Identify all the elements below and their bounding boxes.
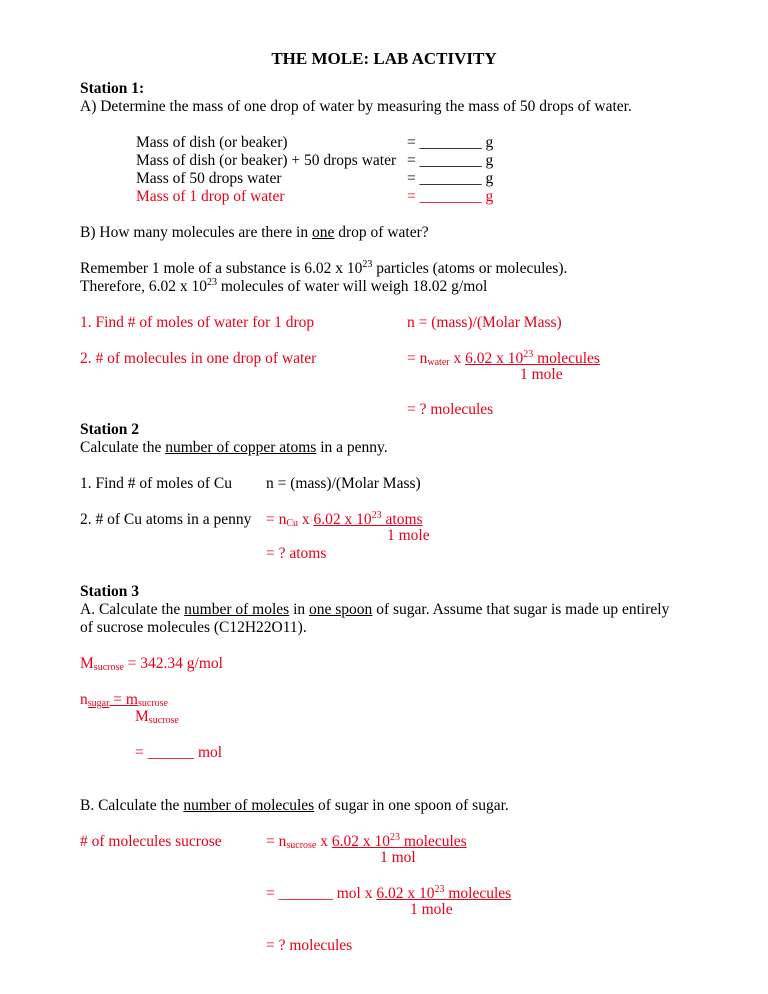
avogadro-note: Remember 1 mole of a substance is 6.02 x $10^{23}$ particles (atoms or molecules). [80,259,568,277]
station3-molecules-denominator: 1 mol [380,849,416,866]
station3-molecules-calc-denominator: 1 mole [410,901,453,918]
sugar-moles-formula: $n_{sugar} = m_{sucrose}$ [80,691,168,709]
mass-row-label: Mass of 50 drops water [136,170,282,187]
page-title: THE MOLE: LAB ACTIVITY [271,49,497,68]
mass-row-label: Mass of dish (or beaker) [136,134,288,151]
station3-molecules-calc: = _______ mol x 6.02 x $10^{23}$ molecules [266,884,512,902]
avogadro-note-2: Therefore, 6.02 x $10^{23}$ molecules of water will weigh 18.02 g/mol [80,277,488,295]
station1-step1-label: 1. Find # of moles of water for 1 drop [80,314,315,331]
mass-row-label: Mass of 1 drop of water [136,188,285,205]
station3-molecules-label: # of molecules sucrose [80,833,222,850]
station2-step1-label: 1. Find # of moles of Cu [80,475,232,492]
station1-step1-formula: n = (mass)/(Molar Mass) [407,314,562,331]
station3-part-b: B. Calculate the number of molecules of sugar in one spoon of sugar. [80,797,509,814]
station2-heading: Station 2 [80,421,139,438]
mass-row-value: = ________ g [407,134,494,151]
mass-row-value: = ________ g [407,152,494,169]
station3-molecules-formula: = $n_{sucrose}$ x 6.02 x $10^{23}$ molecules [266,832,467,851]
station1-step2-denominator: 1 mole [520,366,563,383]
station2-step2-formula: = $n_{Cu}$ x 6.02 x $10^{23}$ atoms [266,510,423,529]
station2-step2-result: = ? atoms [266,545,327,562]
station3-part-a-line2: of sucrose molecules (C12H22O11). [80,619,307,636]
station2-step2-denominator: 1 mole [387,527,430,544]
station2-intro: Calculate the number of copper atoms in a penny. [80,439,388,456]
station1-step2-label: 2. # of molecules in one drop of water [80,350,317,367]
station1-step2-formula: = $n_{water}$ x 6.02 x $10^{23}$ molecules [407,349,600,368]
mass-row-label: Mass of dish (or beaker) + 50 drops water [136,152,397,169]
station1-part-a: A) Determine the mass of one drop of water by measuring the mass of 50 drops of water. [80,98,632,115]
station1-part-b: B) How many molecules are there in one drop of water? [80,224,429,241]
sugar-moles-denominator: $M_{sucrose}$ [135,708,179,726]
station3-final-result: = ? molecules [266,937,353,954]
sucrose-molar-mass: $M_{sucrose} = 342.34$ g/mol [80,655,223,673]
station3-part-a: A. Calculate the number of moles in one spoon of sugar. Assume that sugar is made up entirely [80,601,670,618]
sugar-moles-result: = ______ mol [135,744,223,761]
station1-heading: Station 1: [80,80,145,97]
mass-row-value: = ________ g [407,188,494,205]
mass-row-value: = ________ g [407,170,494,187]
station2-step1-formula: n = (mass)/(Molar Mass) [266,475,421,492]
station2-step2-label: 2. # of Cu atoms in a penny [80,511,252,528]
station3-heading: Station 3 [80,583,139,600]
station1-step2-result: = ? molecules [407,401,494,418]
